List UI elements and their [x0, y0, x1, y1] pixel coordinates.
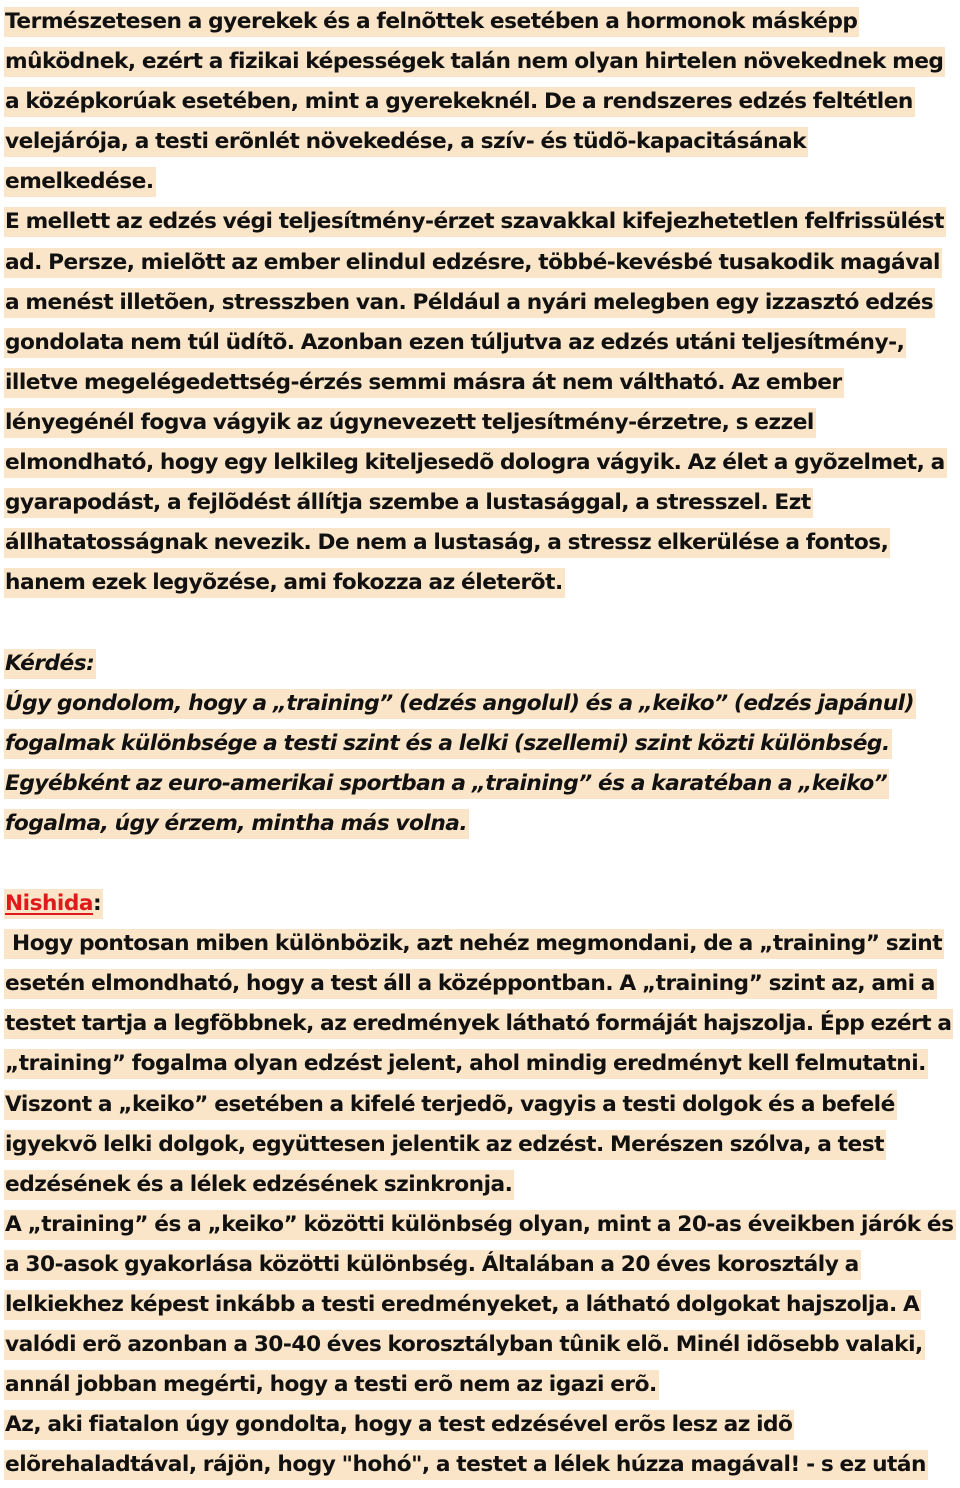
paragraph-gap [4, 603, 956, 643]
highlighted-text: testet tartja a legfõbbnek, az eredmények látható formáját hajszolja. Épp ezért a [4, 1009, 953, 1039]
highlighted-text: Egyébként az euro-amerikai sportban a „training” és a karatéban a „keiko” [4, 769, 889, 799]
highlighted-text: annál jobban megérti, hogy a testi erõ nem az igazi erõ. [4, 1370, 659, 1400]
text-line [4, 323, 956, 363]
text-line [4, 162, 956, 202]
text-line [4, 523, 956, 563]
highlighted-text: a menést illetõen, stresszben van. Például a nyári melegben egy izzasztó edzés [4, 288, 935, 318]
text-line [4, 924, 956, 964]
highlighted-text: esetén elmondható, hogy a test áll a középpontban. A „training” szint az, ami a [4, 969, 937, 999]
highlighted-text: Úgy gondolom, hogy a „training” (edzés angolul) és a „keiko” (edzés japánul) [4, 689, 916, 719]
highlighted-text: A „training” és a „keiko” közötti különbség olyan, mint a 20-as éveikben járók és [4, 1210, 956, 1240]
highlighted-text: állhatatosságnak nevezik. De nem a lustaság, a stressz elkerülése a fontos, [4, 528, 890, 558]
text-line [4, 42, 956, 82]
paragraph-gap [4, 844, 956, 884]
speaker-colon: : [93, 891, 102, 917]
highlighted-text: elmondható, hogy egy lelkileg kiteljesedõ dologra vágyik. Az élet a gyõzelmet, a [4, 448, 947, 478]
highlighted-text: fogalma, úgy érzem, mintha más volna. [4, 809, 469, 839]
text-line [4, 1325, 956, 1365]
text-line [4, 1085, 956, 1125]
text-line [4, 1004, 956, 1044]
text-line [4, 804, 956, 844]
highlighted-text: igyekvõ lelki dolgok, együttesen jelentik az edzést. Merészen szólva, a test [4, 1130, 886, 1160]
highlighted-text: E mellett az edzés végi teljesítmény-érzet szavakkal kifejezhetetlen felfrissülést [4, 207, 946, 237]
text-line [4, 1205, 956, 1245]
highlighted-text: Természetesen a gyerekek és a felnõttek esetében a hormonok másképp [4, 7, 859, 37]
text-line [4, 403, 956, 443]
question-label: Kérdés: [4, 649, 96, 679]
text-line [4, 724, 956, 764]
highlighted-text: mûködnek, ezért a fizikai képességek talán nem olyan hirtelen növekednek meg [4, 47, 945, 77]
highlighted-text: velejárója, a testi erõnlét növekedése, a szív- és tüdõ-kapacitásának [4, 127, 808, 157]
text-line [4, 363, 956, 403]
highlighted-text: Viszont a „keiko” esetében a kifelé terjedõ, vagyis a testi dolgok és a befelé [4, 1090, 897, 1120]
highlighted-text: gondolata nem túl üdítõ. Azonban ezen túljutva az edzés utáni teljesítmény-, [4, 328, 906, 358]
highlighted-text: lelkiekhez képest inkább a testi eredményeket, a látható dolgokat hajszolja. A [4, 1290, 921, 1320]
text-line [4, 1165, 956, 1205]
text-line [4, 82, 956, 122]
answer-block [4, 884, 956, 1485]
highlighted-text: gyarapodást, a fejlõdést állítja szembe a lustasággal, a stresszel. Ezt [4, 488, 813, 518]
text-line [4, 1285, 956, 1325]
text-line [4, 1125, 956, 1165]
text-line [4, 764, 956, 804]
text-line [4, 443, 956, 483]
text-line [4, 243, 956, 283]
speaker-name: Nishida [5, 891, 94, 917]
highlighted-text: illetve megelégedettség-érzés semmi másra át nem váltható. Az ember [4, 368, 844, 398]
text-line [4, 122, 956, 162]
highlighted-text: valódi erõ azonban a 30-40 éves korosztályban tûnik elõ. Minél idõsebb valaki, [4, 1330, 925, 1360]
text-line [4, 1245, 956, 1285]
highlighted-text: hanem ezek legyõzése, ami fokozza az életerõt. [4, 568, 565, 598]
question-label-line [4, 644, 956, 684]
text-line [4, 1445, 956, 1485]
highlighted-text: „training” fogalma olyan edzést jelent, ahol mindig eredményt kell felmutatni. [4, 1049, 928, 1079]
text-line [4, 1365, 956, 1405]
text-line [4, 1044, 956, 1084]
paragraph-intro [4, 2, 956, 603]
text-line [4, 483, 956, 523]
highlighted-text: ad. Persze, mielõtt az ember elindul edzésre, többé-kevésbé tusakodik magával [4, 248, 942, 278]
highlighted-text: fogalmak különbsége a testi szint és a lelki (szellemi) szint közti különbség. [4, 729, 892, 759]
highlighted-text: a középkorúak esetében, mint a gyerekeknél. De a rendszeres edzés feltétlen [4, 87, 915, 117]
highlighted-text: Hogy pontosan miben különbözik, azt nehéz megmondani, de a „training” szint [4, 929, 944, 959]
highlighted-text: edzésének és a lélek edzésének szinkronja. [4, 1170, 514, 1200]
highlighted-text: a 30-asok gyakorlása közötti különbség. Általában a 20 éves korosztály a [4, 1250, 861, 1280]
text-line [4, 283, 956, 323]
text-line [4, 684, 956, 724]
text-line [4, 2, 956, 42]
highlighted-text: emelkedése. [4, 167, 156, 197]
question-block [4, 644, 956, 844]
text-line [4, 1405, 956, 1445]
text-line [4, 964, 956, 1004]
highlighted-text: lényegénél fogva vágyik az úgynevezett teljesítmény-érzetre, s ezzel [4, 408, 816, 438]
highlighted-text: Az, aki fiatalon úgy gondolta, hogy a test edzésével erõs lesz az idõ [4, 1410, 794, 1440]
text-line [4, 202, 956, 242]
speaker-line [4, 884, 956, 924]
highlighted-text: elõrehaladtával, rájön, hogy "hohó", a testet a lélek húzza magával! - s ez után [4, 1450, 928, 1480]
text-line [4, 563, 956, 603]
